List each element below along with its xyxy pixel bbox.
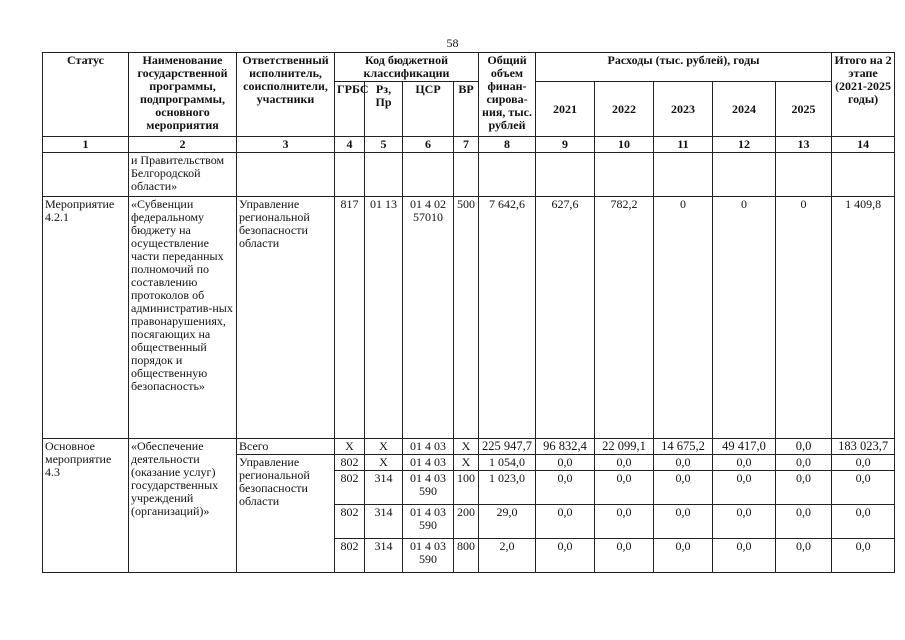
y2023-cell: 0,0	[654, 471, 713, 505]
vr-cell: X	[454, 439, 479, 455]
col-number: 3	[237, 137, 335, 153]
total-cell: 7 642,6	[479, 197, 536, 439]
y2024-cell: 0,0	[713, 505, 776, 539]
total-cell: 2,0	[479, 539, 536, 573]
header-budget-code: Код бюджетной классификации	[335, 53, 479, 82]
rz-pr-cell: 314	[365, 471, 403, 505]
page-number: 58	[446, 36, 459, 50]
csr-cell: 01 4 02 57010	[403, 197, 454, 439]
y2025-cell: 0,0	[776, 471, 832, 505]
header-2021: 2021	[536, 82, 595, 137]
y2021-cell: 627,6	[536, 197, 595, 439]
col-number: 6	[403, 137, 454, 153]
y2025-cell: 0,0	[776, 455, 832, 471]
status-cell: Мероприятие 4.2.1	[43, 197, 129, 439]
name-cell: «Обеспечение деятельности (оказание услуг) государственных учреждений (организаций)»	[129, 439, 237, 573]
rz-pr-cell: 314	[365, 505, 403, 539]
csr-cell: 01 4 03 590	[403, 471, 454, 505]
col-number: 1	[43, 137, 129, 153]
y2023-cell: 0,0	[654, 455, 713, 471]
header-rz-pr: Рз, Пр	[365, 82, 403, 137]
y2023-cell: 0,0	[654, 505, 713, 539]
status-cell: Основное мероприятие 4.3	[43, 439, 129, 573]
csr-cell: 01 4 03	[403, 439, 454, 455]
y2022-cell: 0,0	[595, 455, 654, 471]
col-number: 9	[536, 137, 595, 153]
stage-total-cell: 0,0	[832, 505, 895, 539]
y2025-cell: 0,0	[776, 505, 832, 539]
csr-cell: 01 4 03 590	[403, 505, 454, 539]
y2022-cell: 0,0	[595, 539, 654, 573]
header-vr: ВР	[454, 82, 479, 137]
header-name: Наименование государственной программы, подпрограммы, основного мероприятия	[129, 53, 237, 137]
header-2025: 2025	[776, 82, 832, 137]
stage-total-cell: 183 023,7	[832, 439, 895, 455]
rz-pr-cell: X	[365, 455, 403, 471]
responsible-cell: Управление региональной безопасности области	[237, 455, 335, 573]
rz-pr-cell: 01 13	[365, 197, 403, 439]
col-number: 12	[713, 137, 776, 153]
y2024-cell: 0	[713, 197, 776, 439]
col-number: 5	[365, 137, 403, 153]
y2021-cell: 0,0	[536, 471, 595, 505]
col-number: 13	[776, 137, 832, 153]
total-cell: 29,0	[479, 505, 536, 539]
header-csr: ЦСР	[403, 82, 454, 137]
stage-total-cell: 1 409,8	[832, 197, 895, 439]
grbs-cell: X	[335, 439, 365, 455]
y2024-cell: 49 417,0	[713, 439, 776, 455]
y2022-cell: 0,0	[595, 505, 654, 539]
header-2024: 2024	[713, 82, 776, 137]
status-cell	[43, 153, 129, 197]
table-row	[43, 439, 895, 455]
csr-cell: 01 4 03 590	[403, 539, 454, 573]
y2022-cell: 782,2	[595, 197, 654, 439]
continuation-row	[43, 153, 895, 197]
y2021-cell: 0,0	[536, 505, 595, 539]
y2023-cell: 0	[654, 197, 713, 439]
header-status: Статус	[43, 53, 129, 137]
header-expenses: Расходы (тыс. рублей), годы	[536, 53, 832, 82]
vr-cell: 100	[454, 471, 479, 505]
header-responsible: Ответственный исполнитель, соисполнители, участники	[237, 53, 335, 137]
stage-total-cell: 0,0	[832, 539, 895, 573]
rz-pr-cell: 314	[365, 539, 403, 573]
y2022-cell: 22 099,1	[595, 439, 654, 455]
grbs-cell: 802	[335, 539, 365, 573]
rz-pr-cell: X	[365, 439, 403, 455]
vr-cell: 200	[454, 505, 479, 539]
y2025-cell: 0	[776, 197, 832, 439]
grbs-cell: 802	[335, 505, 365, 539]
header-2023: 2023	[654, 82, 713, 137]
col-number: 2	[129, 137, 237, 153]
total-cell: 1 023,0	[479, 471, 536, 505]
header-row-1	[43, 53, 895, 82]
vr-cell: 800	[454, 539, 479, 573]
stage-total-cell: 0,0	[832, 471, 895, 505]
y2024-cell: 0,0	[713, 539, 776, 573]
csr-cell: 01 4 03	[403, 455, 454, 471]
stage-total-cell: 0,0	[832, 455, 895, 471]
y2024-cell: 0,0	[713, 471, 776, 505]
col-number: 7	[454, 137, 479, 153]
col-number: 8	[479, 137, 536, 153]
y2021-cell: 0,0	[536, 455, 595, 471]
y2021-cell: 96 832,4	[536, 439, 595, 455]
y2025-cell: 0,0	[776, 439, 832, 455]
header-grbs: ГРБС	[335, 82, 365, 137]
grbs-cell: 802	[335, 471, 365, 505]
y2021-cell: 0,0	[536, 539, 595, 573]
column-number-row	[43, 137, 895, 153]
grbs-cell: 802	[335, 455, 365, 471]
col-number: 10	[595, 137, 654, 153]
y2023-cell: 14 675,2	[654, 439, 713, 455]
table-row	[43, 197, 895, 439]
responsible-cell: Управление региональной безопасности области	[237, 197, 335, 439]
name-cell: и Правительством Белгородской области»	[129, 153, 237, 197]
total-cell: 225 947,7	[479, 439, 536, 455]
col-number: 11	[654, 137, 713, 153]
responsible-cell: Всего	[237, 439, 335, 455]
y2025-cell: 0,0	[776, 539, 832, 573]
budget-table	[42, 52, 895, 573]
grbs-cell: 817	[335, 197, 365, 439]
header-2022: 2022	[595, 82, 654, 137]
y2023-cell: 0,0	[654, 539, 713, 573]
total-cell: 1 054,0	[479, 455, 536, 471]
col-number: 14	[832, 137, 895, 153]
header-total-volume: Общий объем финан-сирова-ния, тыс. рублей	[479, 53, 536, 137]
vr-cell: X	[454, 455, 479, 471]
y2024-cell: 0,0	[713, 455, 776, 471]
name-cell: «Субвенции федеральному бюджету на осуществление части переданных полномочий по составлению протоколов об административ-ных правонарушениях, посягающих на общественный порядок и общественную безопасность»	[129, 197, 237, 439]
col-number: 4	[335, 137, 365, 153]
header-stage-total: Итого на 2 этапе (2021-2025 годы)	[832, 53, 895, 137]
y2022-cell: 0,0	[595, 471, 654, 505]
vr-cell: 500	[454, 197, 479, 439]
